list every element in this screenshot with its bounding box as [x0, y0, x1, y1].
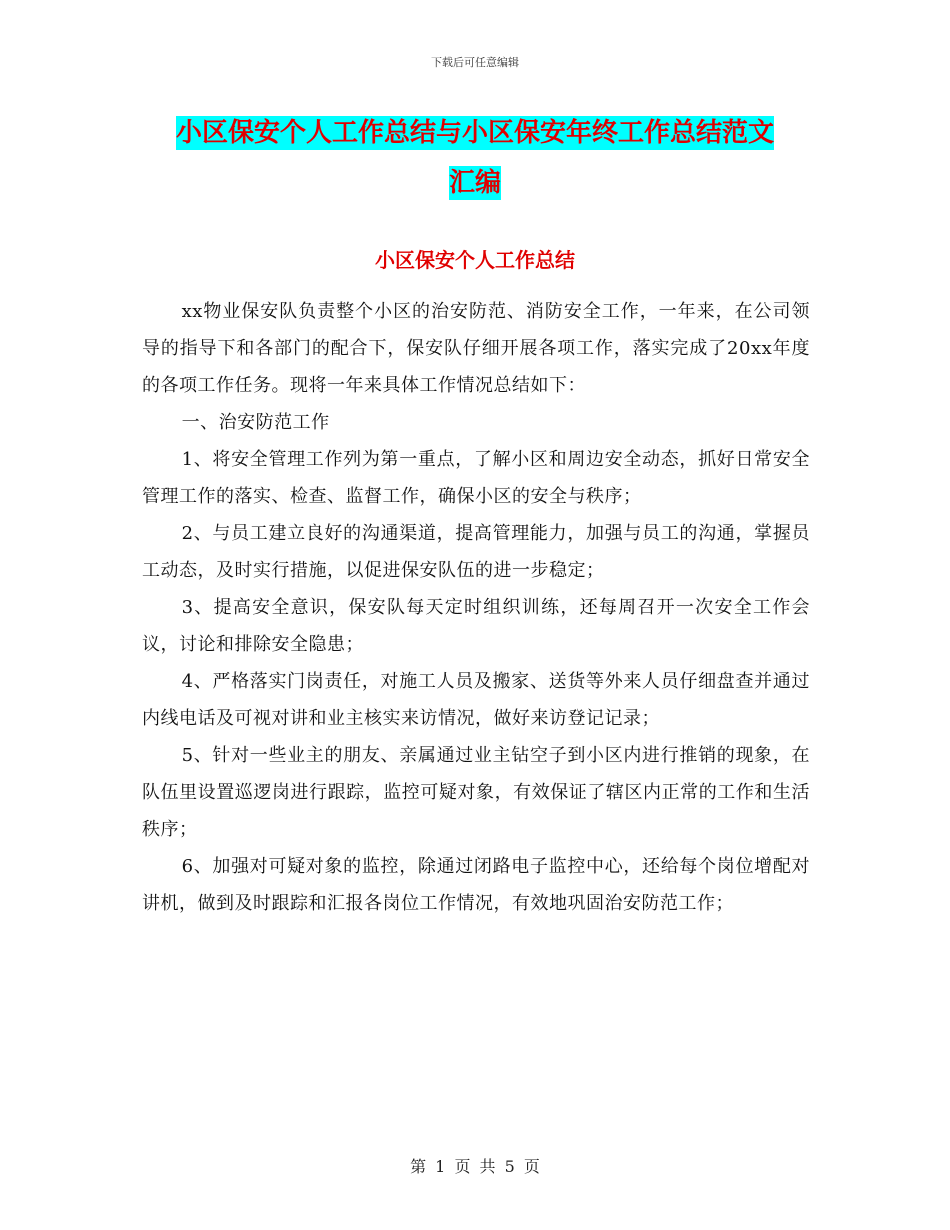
paragraph-item-1: 1、将安全管理工作列为第一重点，了解小区和周边安全动态，抓好日常安全管理工作的落实、检查、监督工作，确保小区的安全与秩序； [142, 449, 810, 507]
document-title-line-2: 汇编 [448, 168, 501, 198]
paragraph-intro: xx物业保安队负责整个小区的治安防范、消防安全工作，一年来，在公司领导的指导下和各部门的配合下，保安队仔细开展各项工作，落实完成了20xx年度的各项工作任务。现将一年来具体工作情况总结如下： [142, 301, 810, 396]
document-body [142, 293, 810, 922]
paragraph-item-2: 2、与员工建立良好的沟通渠道，提高管理能力，加强与员工的沟通，掌握员工动态，及时实行措施，以促进保安队伍的进一步稳定； [142, 523, 810, 581]
paragraph-item-3: 3、提高安全意识，保安队每天定时组织训练，还每周召开一次安全工作会议，讨论和排除安全隐患； [142, 597, 810, 655]
page-number: 第 1 页 共 5 页 [410, 1157, 540, 1176]
paragraph-item-4: 4、严格落实门岗责任，对施工人员及搬家、送货等外来人员仔细盘查并通过内线电话及可视对讲和业主核实来访情况，做好来访登记记录； [142, 671, 810, 729]
document-title-line-1: 小区保安个人工作总结与小区保安年终工作总结范文 [175, 118, 774, 148]
document-title [140, 108, 810, 208]
paragraph-item-5: 5、针对一些业主的朋友、亲属通过业主钻空子到小区内进行推销的现象，在队伍里设置巡逻岗进行跟踪，监控可疑对象，有效保证了辖区内正常的工作和生活秩序； [142, 745, 810, 840]
paragraph-heading-security: 一、治安防范工作 [181, 412, 330, 433]
header-note: 下载后可任意编辑 [431, 56, 519, 69]
paragraph-item-6: 6、加强对可疑对象的监控，除通过闭路电子监控中心，还给每个岗位增配对讲机，做到及时跟踪和汇报各岗位工作情况，有效地巩固治安防范工作； [142, 856, 810, 914]
section-title: 小区保安个人工作总结 [375, 248, 575, 272]
